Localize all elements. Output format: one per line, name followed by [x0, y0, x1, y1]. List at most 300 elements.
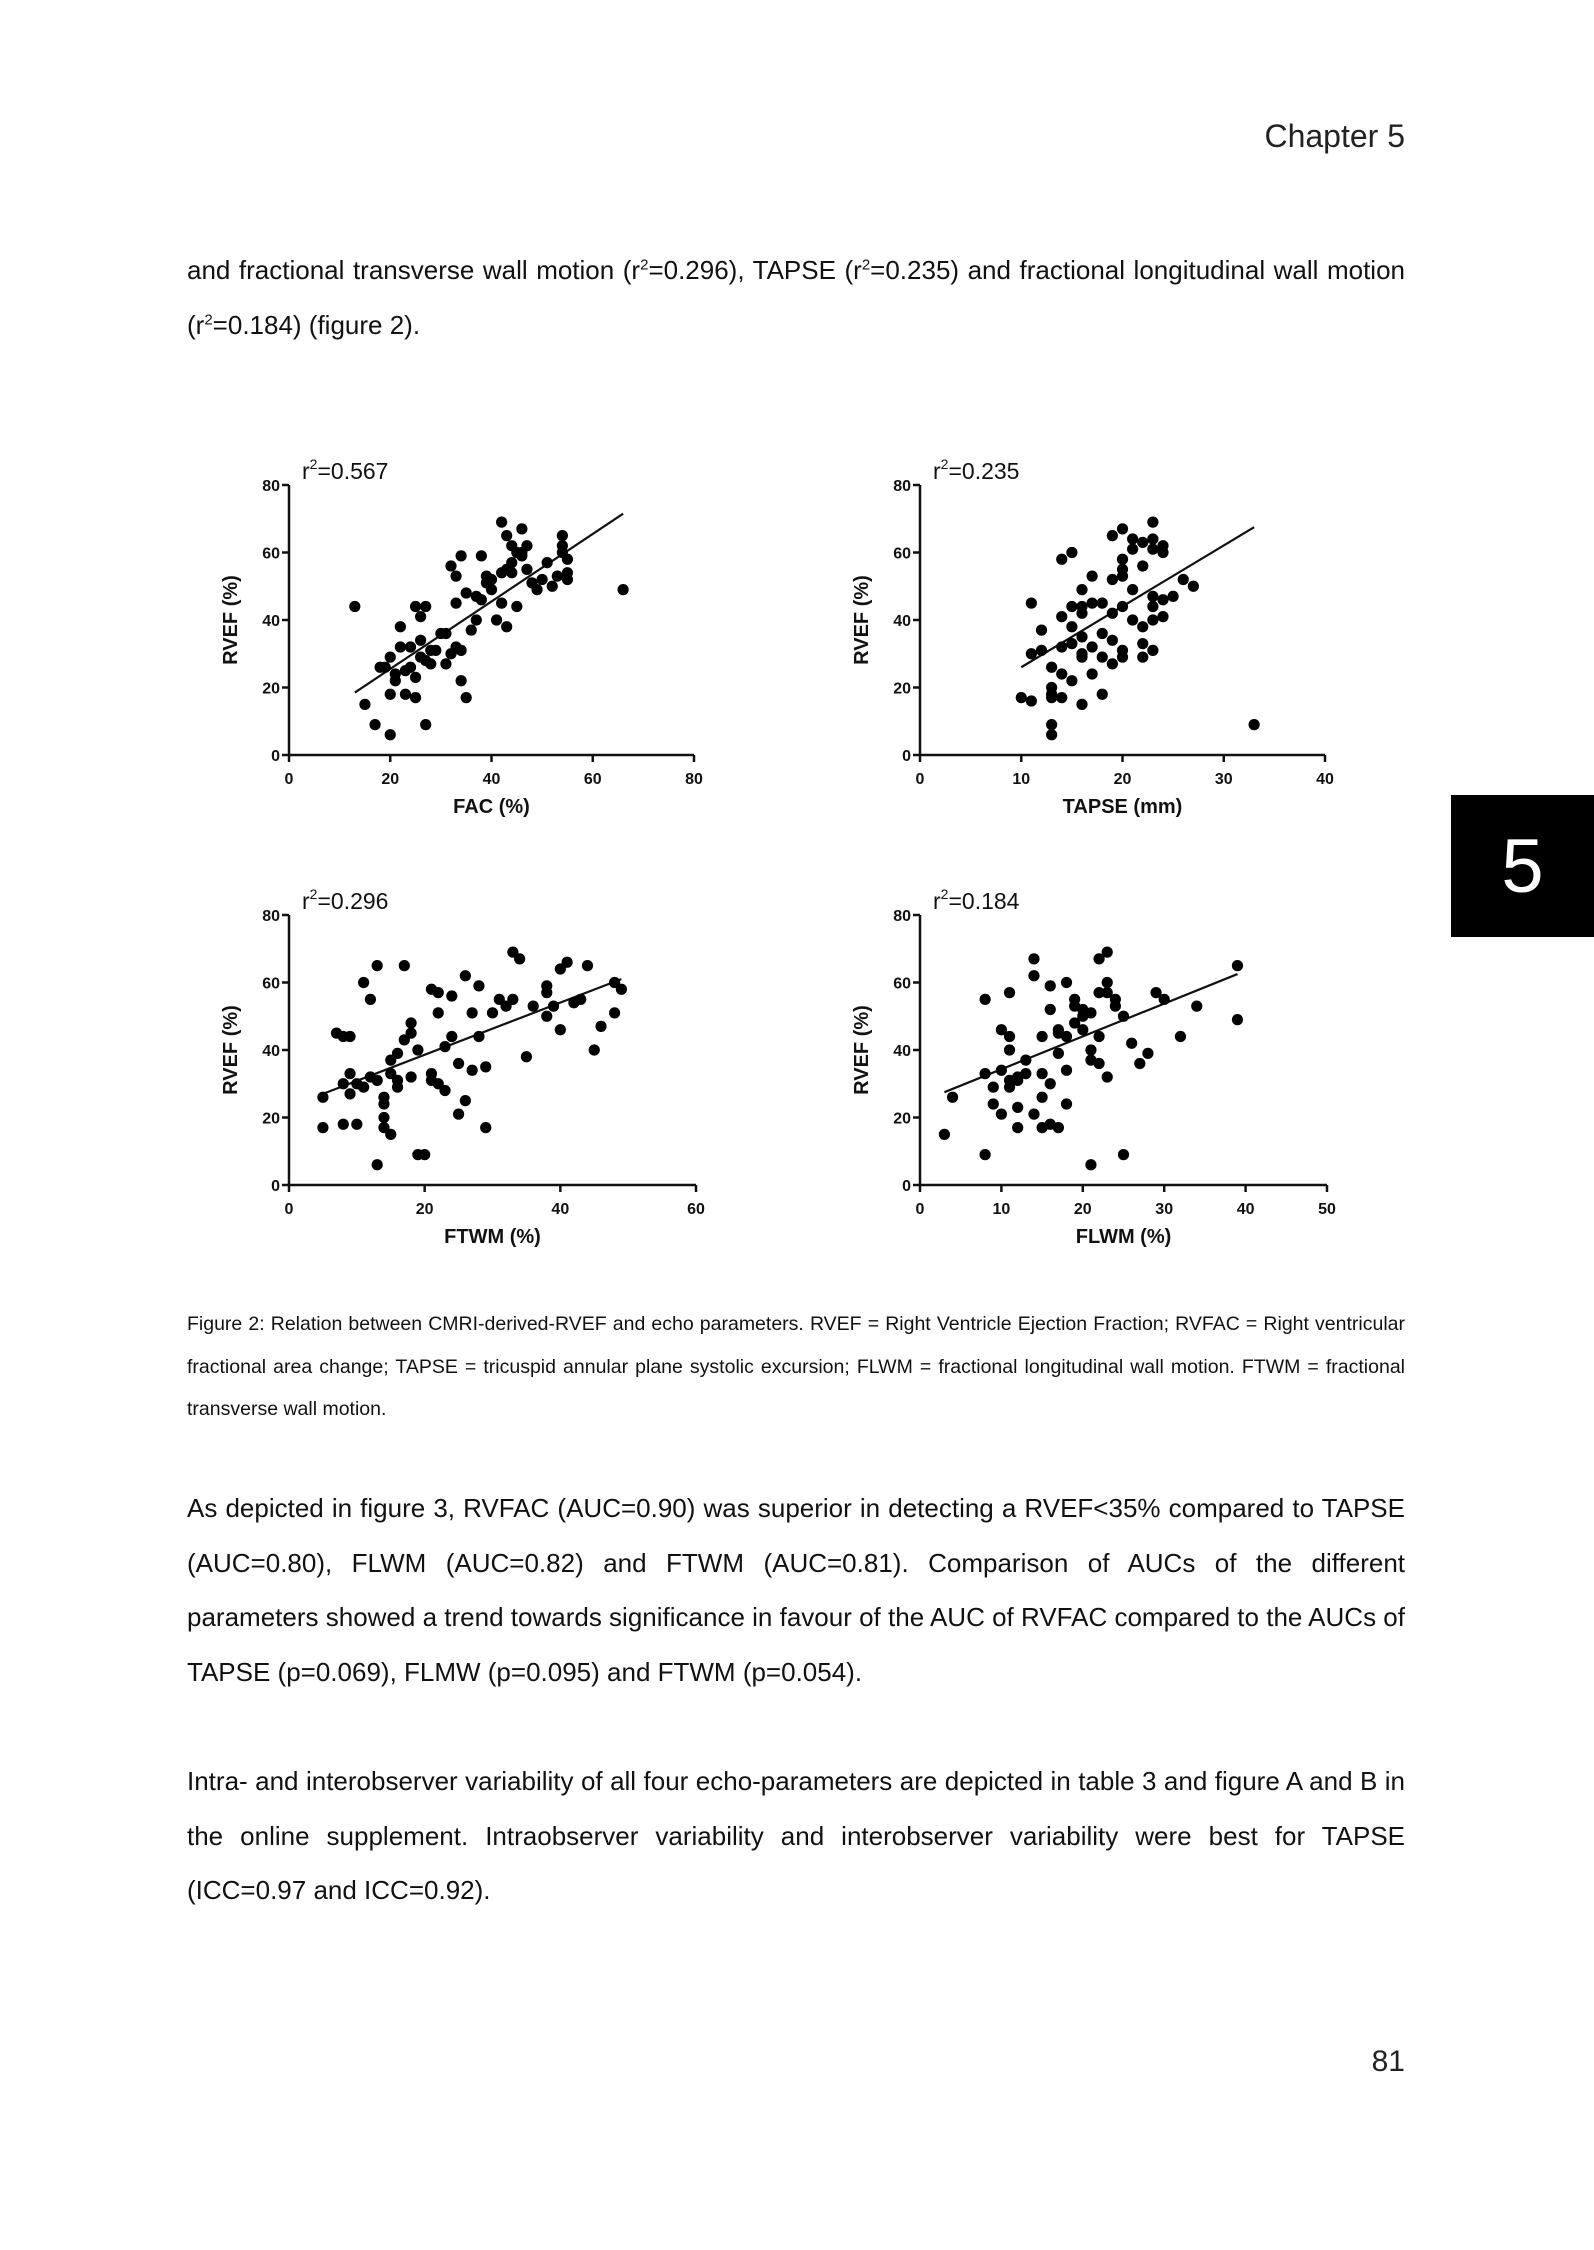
x-tick-label-flwm: 0 — [915, 1201, 925, 1218]
scatter-plot-flwm — [851, 886, 1336, 1248]
data-point-tapse — [1107, 574, 1118, 585]
data-point-flwm — [1037, 1068, 1048, 1079]
data-point-flwm — [1102, 947, 1113, 958]
data-point-fac — [380, 662, 391, 673]
y-tick-label-flwm: 0 — [902, 1178, 911, 1195]
data-point-tapse — [1046, 692, 1057, 703]
data-point-fac — [385, 689, 396, 700]
data-point-flwm — [1126, 1038, 1137, 1049]
data-point-ftwm — [406, 1071, 417, 1082]
data-point-fac — [521, 564, 532, 575]
r2-annotation-tapse: $r^2=0.235$ — [933, 456, 1020, 484]
data-point-flwm — [1028, 970, 1039, 981]
data-point-fac — [405, 641, 416, 652]
data-point-fac — [506, 567, 517, 578]
data-point-fac — [496, 517, 507, 528]
data-point-fac — [420, 601, 431, 612]
data-point-fac — [450, 598, 461, 609]
data-point-fac — [557, 530, 568, 541]
data-point-tapse — [1107, 635, 1118, 646]
data-point-fac — [450, 571, 461, 582]
x-tick-label-flwm: 20 — [1073, 1201, 1092, 1218]
x-tick-label-flwm: 10 — [992, 1201, 1011, 1218]
data-point-fac — [400, 689, 411, 700]
data-point-flwm — [1020, 1055, 1031, 1066]
data-point-flwm — [1037, 1092, 1048, 1103]
data-point-flwm — [1102, 1071, 1113, 1082]
data-point-tapse — [1127, 584, 1138, 595]
data-point-flwm — [1077, 1024, 1088, 1035]
data-point-ftwm — [344, 1088, 355, 1099]
data-point-tapse — [1046, 682, 1057, 693]
data-point-fac — [456, 675, 467, 686]
y-tick-label-fac: 80 — [262, 478, 280, 495]
data-point-fac — [410, 692, 421, 703]
regression-line-fac — [355, 514, 623, 693]
figure-caption: Figure 2: Relation between CMRI-derived-RVEF and echo parameters. RVEF = Right Ventricle Ejection Fraction; RVFAC = Right ventricular fractional area change; TAPSE = tricuspid annular plane systolic excursion; FLWM = fractional longitudinal wall motion. FTWM = fractional transverse wall motion. — [187, 1313, 1405, 1420]
data-point-ftwm — [528, 1001, 539, 1012]
data-point-ftwm — [609, 1007, 620, 1018]
data-point-fac — [506, 557, 517, 568]
data-point-tapse — [1137, 621, 1148, 632]
body-paragraph-variability: Intra- and interobserver variability of all four echo-parameters are depicted in table 3 and figure A and B in the online supplement. Intraobserver variability and interobserver variability were best for TAPSE (ICC=0.97 and ICC=0.92). — [187, 1766, 1405, 1905]
data-point-flwm — [980, 1149, 991, 1160]
chapter-tab: 5 — [1451, 795, 1594, 937]
data-point-tapse — [1147, 544, 1158, 555]
scatter-plot-ftwm — [220, 886, 705, 1248]
x-tick-label-flwm: 50 — [1318, 1201, 1336, 1218]
data-point-fac — [486, 574, 497, 585]
data-point-fac — [359, 699, 370, 710]
data-point-tapse — [1117, 652, 1128, 663]
y-tick-label-flwm: 60 — [893, 975, 911, 993]
data-point-tapse — [1026, 598, 1037, 609]
data-point-tapse — [1157, 611, 1168, 622]
data-point-flwm — [1134, 1058, 1145, 1069]
data-point-tapse — [1076, 584, 1087, 595]
data-point-fac — [557, 540, 568, 551]
data-point-ftwm — [507, 994, 518, 1005]
data-point-tapse — [1249, 719, 1260, 730]
y-tick-label-ftwm: 40 — [262, 1043, 280, 1060]
data-point-flwm — [1061, 1031, 1072, 1042]
data-point-fac — [445, 560, 456, 571]
data-point-ftwm — [467, 1065, 478, 1076]
data-point-tapse — [1097, 652, 1108, 663]
body-paragraph-auc: As depicted in figure 3, RVFAC (AUC=0.90) was superior in detecting a RVEF<35% compared to TAPSE (AUC=0.80), FLWM (AUC=0.82) and FTWM (AUC=0.81). Comparison of AUCs of the different parameters showed a trend towards significance in favour of the AUC of RVFAC compared to the AUCs of TAPSE (p=0.069), FLMW (p=0.095) and FTWM (p=0.054). — [187, 1493, 1405, 1687]
data-point-ftwm — [433, 1007, 444, 1018]
data-point-flwm — [1191, 1001, 1202, 1012]
x-tick-label-tapse: 0 — [915, 771, 925, 788]
y-tick-label-ftwm: 0 — [271, 1178, 280, 1195]
data-point-tapse — [1066, 638, 1077, 649]
data-point-fac — [476, 550, 487, 561]
data-point-ftwm — [453, 1058, 464, 1069]
data-point-ftwm — [473, 980, 484, 991]
data-point-fac — [501, 530, 512, 541]
data-point-tapse — [1066, 547, 1077, 558]
data-point-flwm — [980, 1068, 991, 1079]
x-tick-label-fac: 60 — [583, 771, 602, 788]
y-tick-label-tapse: 0 — [902, 748, 911, 765]
y-tick-label-tapse: 20 — [893, 680, 911, 698]
data-point-ftwm — [562, 957, 573, 968]
data-point-fac — [405, 662, 416, 673]
data-point-tapse — [1016, 692, 1027, 703]
data-point-fac — [476, 594, 487, 605]
data-point-ftwm — [541, 980, 552, 991]
data-point-tapse — [1097, 689, 1108, 700]
y-tick-label-flwm: 40 — [893, 1043, 911, 1060]
y-tick-label-ftwm: 60 — [262, 975, 280, 993]
x-axis-title-ftwm: FTWM (%) — [444, 1226, 541, 1248]
data-point-flwm — [1085, 1159, 1096, 1170]
data-point-fac — [511, 601, 522, 612]
data-point-ftwm — [548, 1001, 559, 1012]
intro-sup-1: 2 — [640, 256, 649, 274]
data-point-tapse — [1107, 608, 1118, 619]
data-point-fac — [415, 635, 426, 646]
data-point-tapse — [1178, 574, 1189, 585]
data-point-tapse — [1087, 641, 1098, 652]
y-tick-label-fac: 0 — [271, 748, 280, 765]
data-point-fac — [516, 523, 527, 534]
data-point-fac — [537, 574, 548, 585]
data-point-tapse — [1046, 662, 1057, 673]
data-point-fac — [395, 641, 406, 652]
data-point-fac — [440, 628, 451, 639]
data-point-ftwm — [446, 1031, 457, 1042]
data-point-tapse — [1147, 645, 1158, 656]
x-tick-label-ftwm: 20 — [415, 1201, 434, 1218]
y-tick-label-flwm: 20 — [893, 1110, 911, 1128]
x-tick-label-flwm: 30 — [1155, 1201, 1174, 1218]
data-point-tapse — [1097, 628, 1108, 639]
data-point-flwm — [1232, 1014, 1243, 1025]
data-point-flwm — [1004, 1031, 1015, 1042]
x-tick-label-flwm: 40 — [1236, 1201, 1255, 1218]
y-axis-title-ftwm: RVEF (%) — [220, 1005, 242, 1095]
data-point-tapse — [1087, 598, 1098, 609]
data-point-fac — [349, 601, 360, 612]
data-point-ftwm — [317, 1122, 328, 1133]
intro-text-3: =0.235) and fractional longitudinal wall motion (r — [187, 255, 1405, 340]
data-point-tapse — [1117, 571, 1128, 582]
page-number: 81 — [1371, 2045, 1405, 2078]
data-point-fac — [542, 557, 553, 568]
data-point-tapse — [1036, 625, 1047, 636]
data-point-ftwm — [487, 1007, 498, 1018]
data-point-flwm — [1028, 1109, 1039, 1120]
data-point-fac — [410, 672, 421, 683]
data-point-fac — [501, 621, 512, 632]
data-point-flwm — [1004, 1044, 1015, 1055]
data-point-ftwm — [344, 1068, 355, 1079]
data-point-ftwm — [433, 987, 444, 998]
data-point-tapse — [1147, 591, 1158, 602]
data-point-fac — [466, 625, 477, 636]
intro-sup-3: 2 — [204, 310, 213, 328]
data-point-fac — [461, 692, 472, 703]
data-point-tapse — [1137, 638, 1148, 649]
data-point-fac — [471, 614, 482, 625]
data-point-flwm — [1061, 1065, 1072, 1076]
data-point-flwm — [947, 1092, 958, 1103]
data-point-tapse — [1026, 695, 1037, 706]
data-point-tapse — [1066, 621, 1077, 632]
data-point-flwm — [1045, 1078, 1056, 1089]
data-point-ftwm — [406, 1028, 417, 1039]
data-point-ftwm — [453, 1109, 464, 1120]
data-point-ftwm — [514, 953, 525, 964]
data-point-flwm — [1085, 1044, 1096, 1055]
data-point-fac — [395, 621, 406, 632]
data-point-flwm — [1110, 1001, 1121, 1012]
data-point-tapse — [1066, 675, 1077, 686]
data-point-fac — [547, 581, 558, 592]
data-point-flwm — [1012, 1122, 1023, 1133]
data-point-ftwm — [412, 1044, 423, 1055]
data-point-ftwm — [338, 1078, 349, 1089]
data-point-fac — [562, 567, 573, 578]
data-point-flwm — [1028, 953, 1039, 964]
data-point-tapse — [1076, 699, 1087, 710]
data-point-flwm — [1093, 1031, 1104, 1042]
data-point-flwm — [1020, 1068, 1031, 1079]
data-point-tapse — [1147, 614, 1158, 625]
x-tick-label-ftwm: 0 — [284, 1201, 294, 1218]
data-point-ftwm — [358, 977, 369, 988]
scatter-plot-tapse — [851, 456, 1334, 818]
r2-annotation-fac: $r^2=0.567$ — [302, 456, 389, 484]
data-point-tapse — [1026, 648, 1037, 659]
data-point-tapse — [1107, 530, 1118, 541]
intro-text-4: =0.184) (figure 2). — [212, 309, 421, 340]
data-point-fac — [385, 729, 396, 740]
data-point-flwm — [996, 1065, 1007, 1076]
y-tick-label-ftwm: 20 — [262, 1110, 280, 1128]
data-point-ftwm — [439, 1085, 450, 1096]
y-tick-label-tapse: 80 — [893, 478, 911, 495]
data-point-flwm — [1232, 960, 1243, 971]
data-point-fac — [440, 658, 451, 669]
data-point-flwm — [1004, 987, 1015, 998]
y-axis-title-fac: RVEF (%) — [220, 575, 242, 665]
data-point-flwm — [1061, 1098, 1072, 1109]
data-point-fac — [415, 611, 426, 622]
data-point-ftwm — [555, 1024, 566, 1035]
data-point-ftwm — [338, 1119, 349, 1130]
data-point-ftwm — [541, 1011, 552, 1022]
data-point-ftwm — [378, 1112, 389, 1123]
data-point-tapse — [1087, 571, 1098, 582]
data-point-tapse — [1056, 611, 1067, 622]
y-axis-title-flwm: RVEF (%) — [851, 1005, 873, 1095]
x-tick-label-ftwm: 40 — [551, 1201, 570, 1218]
data-point-flwm — [1061, 977, 1072, 988]
data-point-flwm — [980, 994, 991, 1005]
x-tick-label-tapse: 10 — [1012, 771, 1031, 788]
data-point-fac — [531, 584, 542, 595]
data-point-tapse — [1127, 614, 1138, 625]
data-point-ftwm — [419, 1149, 430, 1160]
data-point-flwm — [1085, 1007, 1096, 1018]
data-point-ftwm — [406, 1017, 417, 1028]
x-tick-label-fac: 20 — [381, 771, 400, 788]
y-tick-label-ftwm: 80 — [262, 908, 280, 925]
data-point-flwm — [1102, 977, 1113, 988]
data-point-flwm — [1037, 1031, 1048, 1042]
x-tick-label-ftwm: 60 — [687, 1201, 705, 1218]
data-point-flwm — [1012, 1102, 1023, 1113]
data-point-ftwm — [358, 1082, 369, 1093]
data-point-ftwm — [439, 1041, 450, 1052]
data-point-tapse — [1076, 631, 1087, 642]
data-point-ftwm — [480, 1061, 491, 1072]
data-point-tapse — [1046, 719, 1057, 730]
data-point-flwm — [1118, 1149, 1129, 1160]
data-point-tapse — [1147, 601, 1158, 612]
data-point-flwm — [1053, 1048, 1064, 1059]
data-point-tapse — [1147, 517, 1158, 528]
data-point-fac — [491, 614, 502, 625]
data-point-ftwm — [372, 960, 383, 971]
data-point-tapse — [1117, 601, 1128, 612]
data-point-ftwm — [365, 994, 376, 1005]
data-point-ftwm — [446, 990, 457, 1001]
data-point-flwm — [1053, 1122, 1064, 1133]
data-point-fac — [385, 652, 396, 663]
data-point-fac — [461, 587, 472, 598]
data-point-fac — [552, 571, 563, 582]
data-point-flwm — [1045, 1004, 1056, 1015]
data-point-flwm — [1175, 1031, 1186, 1042]
data-point-ftwm — [575, 994, 586, 1005]
data-point-tapse — [1188, 581, 1199, 592]
data-point-flwm — [1093, 1058, 1104, 1069]
data-point-tapse — [1066, 601, 1077, 612]
data-point-tapse — [1117, 554, 1128, 565]
chapter-header: Chapter 5 — [1264, 118, 1405, 154]
data-point-fac — [618, 584, 629, 595]
data-point-fac — [369, 719, 380, 730]
data-point-ftwm — [392, 1048, 403, 1059]
intro-text-1: and fractional transverse wall motion (r — [187, 255, 641, 285]
data-point-tapse — [1056, 692, 1067, 703]
x-axis-title-flwm: FLWM (%) — [1075, 1226, 1172, 1248]
data-point-ftwm — [582, 960, 593, 971]
data-point-ftwm — [372, 1159, 383, 1170]
y-tick-label-tapse: 40 — [893, 613, 911, 630]
data-point-tapse — [1117, 523, 1128, 534]
data-point-ftwm — [378, 1098, 389, 1109]
data-point-flwm — [1045, 980, 1056, 991]
data-point-tapse — [1056, 641, 1067, 652]
data-point-tapse — [1157, 540, 1168, 551]
data-point-ftwm — [589, 1044, 600, 1055]
y-tick-label-fac: 40 — [262, 613, 280, 630]
data-point-ftwm — [385, 1129, 396, 1140]
x-axis-title-fac: FAC (%) — [453, 796, 530, 818]
x-tick-label-tapse: 40 — [1316, 771, 1334, 788]
r2-annotation-flwm: $r^2=0.184$ — [933, 886, 1020, 914]
data-point-fac — [420, 719, 431, 730]
intro-sup-2: 2 — [861, 256, 871, 274]
y-tick-label-fac: 60 — [262, 545, 280, 563]
data-point-tapse — [1087, 668, 1098, 679]
data-point-tapse — [1036, 645, 1047, 656]
y-tick-label-fac: 20 — [262, 680, 280, 698]
data-point-tapse — [1157, 594, 1168, 605]
data-point-flwm — [996, 1109, 1007, 1120]
data-point-fac — [456, 550, 467, 561]
data-point-tapse — [1097, 598, 1108, 609]
data-point-flwm — [1069, 994, 1080, 1005]
data-point-flwm — [988, 1082, 999, 1093]
x-tick-label-fac: 0 — [284, 771, 294, 788]
data-point-tapse — [1127, 544, 1138, 555]
x-tick-label-fac: 80 — [685, 771, 703, 788]
data-point-fac — [410, 601, 421, 612]
data-point-ftwm — [480, 1122, 491, 1133]
data-point-flwm — [1159, 994, 1170, 1005]
data-point-ftwm — [467, 1007, 478, 1018]
data-point-fac — [430, 645, 441, 656]
data-point-tapse — [1076, 601, 1087, 612]
data-point-flwm — [939, 1129, 950, 1140]
data-point-fac — [521, 540, 532, 551]
data-point-flwm — [1142, 1048, 1153, 1059]
data-point-ftwm — [351, 1119, 362, 1130]
data-point-fac — [456, 645, 467, 656]
data-point-ftwm — [460, 970, 471, 981]
data-point-ftwm — [595, 1021, 606, 1032]
data-point-ftwm — [399, 960, 410, 971]
intro-text-2: =0.296), TAPSE (r — [648, 255, 862, 285]
x-tick-label-fac: 40 — [482, 771, 501, 788]
data-point-tapse — [1147, 533, 1158, 544]
data-point-tapse — [1168, 591, 1179, 602]
data-point-tapse — [1137, 560, 1148, 571]
data-point-fac — [390, 675, 401, 686]
data-point-ftwm — [616, 984, 627, 995]
data-point-tapse — [1137, 652, 1148, 663]
data-point-tapse — [1107, 658, 1118, 669]
data-point-ftwm — [344, 1031, 355, 1042]
data-point-tapse — [1056, 554, 1067, 565]
data-point-fac — [562, 554, 573, 565]
y-tick-label-flwm: 80 — [893, 908, 911, 925]
data-point-tapse — [1056, 668, 1067, 679]
data-point-ftwm — [473, 1031, 484, 1042]
x-tick-label-tapse: 20 — [1113, 771, 1132, 788]
data-point-ftwm — [521, 1051, 532, 1062]
data-point-fac — [496, 598, 507, 609]
data-point-fac — [425, 658, 436, 669]
scatter-plot-fac — [220, 456, 703, 818]
data-point-tapse — [1127, 533, 1138, 544]
data-point-flwm — [988, 1098, 999, 1109]
data-point-tapse — [1076, 652, 1087, 663]
x-tick-label-tapse: 30 — [1214, 771, 1233, 788]
data-point-ftwm — [460, 1095, 471, 1106]
data-point-tapse — [1046, 729, 1057, 740]
data-point-ftwm — [392, 1075, 403, 1086]
data-point-ftwm — [317, 1092, 328, 1103]
data-point-tapse — [1137, 537, 1148, 548]
y-tick-label-tapse: 60 — [893, 545, 911, 563]
data-point-ftwm — [372, 1075, 383, 1086]
